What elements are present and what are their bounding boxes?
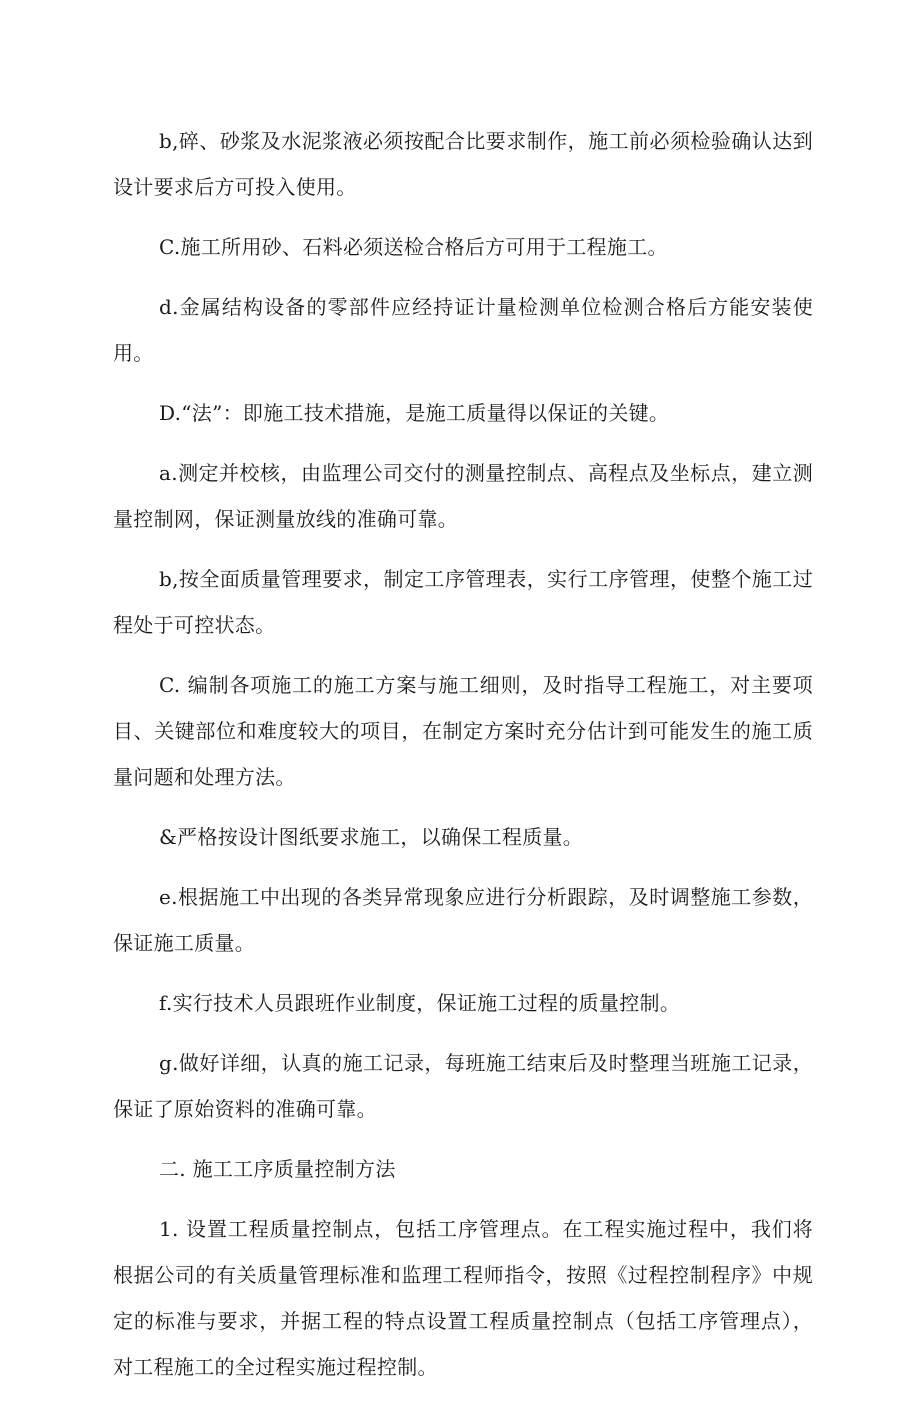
section-heading-2: 二. 施工工序质量控制方法 [159,1157,396,1181]
paragraph-c-sand-stone: C.施工所用砂、石料必须送检合格后方可用于工程施工。 [159,235,668,259]
paragraph-f-technician-shift: f.实行技术人员跟班作业制度，保证施工过程的质量控制。 [159,991,681,1015]
document-body [113,118,813,1404]
paragraph-a-survey: a.测定并校核，由监理公司交付的测量控制点、高程点及坐标点，建立测量控制网，保证测量放线的准确可靠。 [113,461,813,531]
paragraph-e-anomaly-tracking: e.根据施工中出现的各类异常现象应进行分析跟踪，及时调整施工参数，保证施工质量。 [113,885,813,955]
paragraph-c-construction-plan: C. 编制各项施工的施工方案与施工细则，及时指导工程施工，对主要项目、关键部位和难度较大的项目，在制定方案时充分估计到可能发生的施工质量问题和处理方法。 [113,673,813,789]
paragraph-b-materials: b,碎、砂浆及水泥浆液必须按配合比要求制作，施工前必须检验确认达到设计要求后方可投入使用。 [113,129,813,199]
paragraph-d-metal-parts: d.金属结构设备的零部件应经持证计量检测单位检测合格后方能安装使用。 [113,295,813,365]
paragraph-b-process-management: b,按全面质量管理要求，制定工序管理表，实行工序管理，使整个施工过程处于可控状态。 [113,567,813,637]
paragraph-g-records: g.做好详细，认真的施工记录，每班施工结束后及时整理当班施工记录，保证了原始资料的准确可靠。 [113,1051,813,1121]
paragraph-d-design-drawings: &严格按设计图纸要求施工，以确保工程质量。 [159,825,584,849]
heading-D-method: D.“法”：即施工技术措施，是施工质量得以保证的关键。 [159,401,670,425]
paragraph-1-control-points: 1. 设置工程质量控制点，包括工序管理点。在工程实施过程中，我们将根据公司的有关质量管理标准和监理工程师指令，按照《过程控制程序》中规定的标准与要求，并据工程的特点设置工程质量控制点（包括工序管理点），对工程施工的全过程实施过程控制。 [113,1217,813,1379]
